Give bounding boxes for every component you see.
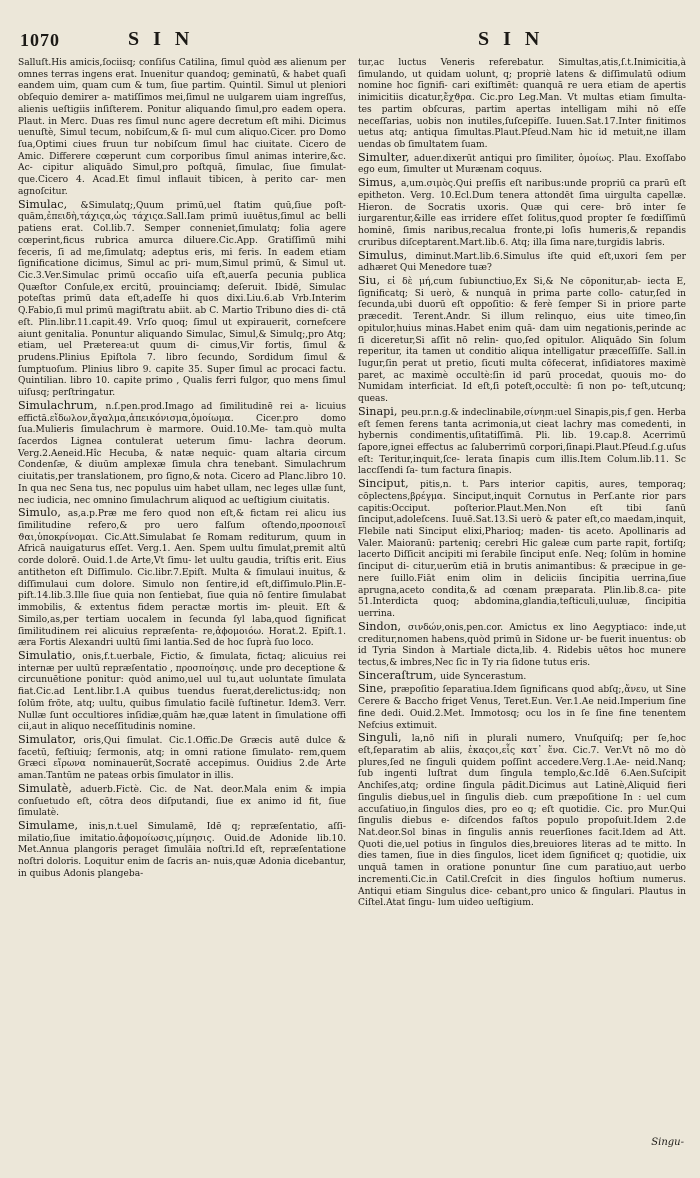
- entry-text: inis,n.t.uel Simulamē, Idē q; repræſentatio, aſſi- milatio,ſiue imitatio.ἀϕομοίωσις,μίμησις. Ouid.de Adonide lib.10. Met.Annua plangoris peraget ſimulāia noſtri.Id eſt, repræſentatione noſtri doloris. Loquitur enim de ſacris an- nuis,quæ Adonia dicebantur, in quibus Adonis plangeba-: [18, 822, 346, 879]
- dictionary-entry: [358, 152, 686, 177]
- dictionary-entry: [358, 177, 686, 249]
- two-column-body: [18, 58, 686, 910]
- entry-headword: Simulatio,: [18, 648, 83, 662]
- dictionary-entry: [358, 670, 686, 684]
- entry-text: pitis,n. t. Pars interior capitis, aures, temporaq; cōplectens,βρέγμα. Sinciput,inquit Cornutus in Perſ.ante rior pars capitis:Occiput. poſterior.Plaut.Men.Non eſt tibi ſanū ſinciput,adoleſcens. Iuuē.Sat.13.Si uerò & pater eſt,co maedam,inquit, Flebile nati Sinciput elixi,Pharioq; maden- tis aceto. Apollinaris ad Valer. Maioranū: parteniq; cerebri Hic galeæ cum parte rapit, fortiſq; lacerto Diſſicit ancipiti mi ſerabile ſinciput enſe. Neq; ſolūm in homine ſinciput di- citur,uerūm etiā in brutis animantibus: & præcipue in ge- nere ſuillo.Fiāt enim olim in deliciis ſincipitia uerrina,ſiue aprugna,aceto condita,& ad cœnam præparata. Plin.lib.8.ca- pite 51.Interdicta quoq; abdomina,glandia,teſticuli,uuluæ, ſincipitia uerrina.: [358, 480, 686, 620]
- entry-headword: Simulus,: [358, 248, 416, 262]
- entry-text: aduerb.Fictè. Cic. de Nat. deor.Mala enim & impia conſuetudo eſt, cōtra deos diſputandi, ſiue ex animo id fit, ſiue ſimulatè.: [18, 784, 346, 819]
- entry-text: la,nō niſi in plurali numero, Vnuſquiſq; per ſe,hoc eſt,ſeparatim ab aliis, ἑκαςοι,εἷς κατ᾽ ἕνα. Cic.7. Ver.Vt nō mo dò plures,ſed ne ſinguli quidem poſſint accedere.Verg.1.Ae- neid.Nanq; ſub ingenti luſtrat dum ſingula templo,&c.Idē 6.Aen.Suſcipit Anchiſes,atq; ordine ſingula pādit.Dicimus aut Latinè,Aliquid fieri ſingulis diebus,uel in ſingulis dieb. cum præpoſitione In : uel cum accuſatiuo,in ſingulos dies, pro eo q; eſt quotidie. Cic. pro Mur.Qui ſingulis diebus e- diſcendos faſtos populo propoſuit.Idem 2.de Nat.deor.Sol binas in ſingulis annis reuerſiones facit.Idem ad Att. Quoti die,uel potius in ſingulos dies,breuiores literas ad te mitto. In dies tamen, ſiue in dies ſingulos, licet idem ſignificet q; quotidie, uix unquā tamen in oratione ponuntur ſine cum paratiuo,aut uerbo incrementi.Cic.in Catil.Creſcit in dies ſingulos hoſtium numerus. Antiqui etiam Singulus dice- cebant,pro unico & ſingulari. Plautus in Ciſtel.Atat ſingu- lum uideo ueſtigium.: [358, 734, 686, 909]
- page-number: 1070: [20, 30, 60, 50]
- entry-headword: Simulo,: [18, 506, 68, 520]
- left-column: [18, 58, 346, 910]
- right-column: [358, 58, 686, 910]
- entry-text: aduer.dixerūt antiqui pro ſimiliter, ὁμοίως. Plau. Exoſſabo ego eum, ſimulter ut Murænam coquus.: [358, 153, 687, 176]
- dictionary-entry: [358, 732, 686, 910]
- dictionary-entry: [18, 820, 346, 881]
- entry-headword: Sindon,: [358, 619, 408, 633]
- left-running-head: SIN: [128, 28, 204, 50]
- entry-headword: Simulter,: [358, 150, 415, 164]
- dictionary-entry: [358, 621, 686, 670]
- entry-text: oris,Qui ſimulat. Cic.1.Offic.De Græcis autē dulce & facetū, feſtiuiq; ſermonis, atq; in omni ratione ſimulato- rem,quem Græci εἴρωνα nominauerūt,Socratē accepimus. Ouidius 2.de Arte aman.Tantūm ne pateas orbis ſimulator in illis.: [18, 735, 346, 782]
- entry-headword: Sinceraſtrum,: [358, 668, 441, 682]
- dictionary-entry: [358, 406, 686, 478]
- entry-headword: Sine,: [358, 682, 391, 696]
- dictionary-entry: [358, 250, 686, 275]
- entry-headword: Simulator,: [18, 732, 84, 746]
- dictionary-entry: [18, 400, 346, 507]
- entry-headword: Simulachrum,: [18, 398, 106, 412]
- entry-text: tur,ac luctus Veneris referebatur. Simultas,atis,ſ.t.Inimicitia,à ſimulando, ut quidam uolunt, q; propriè latens & diſſimulatū odium nomine hoc ſignifi- cari exiſtimēt: quanquā re uera etiam de apertis inimicitiis dicatur,ἔχϑρα. Cic.pro Leg.Man. Vt multas etiam ſimulta- tes partim obſcuras, partim apertas intelligam mihi nō eſſe neceſſarias, uobis non inutiles,ſuſcepiſſe. Iuuen.Sat.17.Inter finitimos uetus atq; antiqua ſimultas.Plaut.Pſeud.Nam hic id metuit,ne illam uendas ob ſimultatem ſuam.: [358, 58, 686, 151]
- dictionary-entry: [18, 199, 346, 400]
- entry-text: n.ſ.pen.prod.Imago ad ſimilitudinē rei a- licuius effictā.εἴδωλον,ἄγαλμα,ἀπεικόνισμα,ὁμοίωμα. Cicer.pro domo ſua.Mulieris ſimulachrum è marmore. Ouid.10.Me- tam.quò multa ſacerdos Lignea contulerat ueterum ſimu- lachra deorum. Verg.2.Aeneid.Hîc Hecuba, & natæ nequic- quam altaria circum Condenſæ, & diuūm amplexæ ſimula chra tenebant. Simulachrum ciuitatis,per translationem, pro ſigno,& nota. Cicero ad Planc.libro 10. In qua nec Sena tus, nec populus uim habet ullam, nec leges ullæ ſunt, nec iudicia, nec omnino ſimulachrum aliquod ac ueſtigium ciuitatis.: [18, 401, 346, 506]
- entry-text: a,um.σιμὸς.Qui preſſis eſt naribus:unde propriū ca prarū eſt epitheton. Verg. 10.Ecl.Dum tenera attondēt ſima uirgulta capellæ. Hieron. de Socratis uxoris. Quæ qui cere- brō inter ſe iurgarentur,&ille eas irridere eſſet ſolitus,quod propter ſe fœdiſſimū hominē, ſimis naribus,recalua fronte,pi loſis humeris,& repandis cruribus diſceptarent.Mart.lib.6. Atq; illa ſima nare,turgidis labris.: [358, 179, 686, 248]
- entry-headword: Simulac,: [18, 197, 81, 211]
- entry-text: Salluſt.His amicis,ſociisq; conſiſus Catilina, ſimul quòd æs alienum per omnes terras ingens erat. Inuenitur quandoq; geminatū, & habet quaſi eandem uim, quam cum & tum, ſiue partim. Quintil. Simul ut pleniori obſequio demirer a- matiſſimos mei,ſimul ne uulgarem uiam ingreſſus, alienis ueſtigiis inſiſterem. Ponitur aliquando ſimul,pro eadem opera. Plaut. in Merc. Duas res ſimul nunc agere decretum eſt mihi. Dicimus uenuſtè, Simul tecum, nobiſcum,& ſi- mul cum aliquo.Cicer. pro Domo ſua,Optimi ciues fruun tur nobiſcum ſimul hac ciuitate. Cicero de Amic. Differere cœperunt cum corporibus ſimul animas interire,&c. Ac- cipitur aliquādo Simul,pro poſtquā, ſimulac, ſiue ſimulat- que.Cicero 4. Acad.Et ſimul inflauit tibicen, à perito car- men agnoſcitur.: [18, 58, 346, 197]
- entry-headword: Sinapi,: [358, 404, 402, 418]
- entry-headword: Singuli,: [358, 731, 412, 745]
- entry-text: &Simulatq;,Quum primū,uel ſtatim quū,ſiue poſt- quām,ἐπειδὴ,τάχιςα,ὡς τάχιςα.Sall.Iam primū iuuētus,ſimul ac belli patiens erat. Col.lib.7. Semper conneniet,ſimulatq; folia agere cœperint,ficus rubrica amurca diluere.Cic.App. Gratiſſimū mihi feceris, ſi ad me,ſimulatq; adeptus eris, mi feris. In eadem etiam ſignificatione dicimus, Simul ac pri- mum,Simul primū, & Simul ut. Cic.3.Ver.Simulac primū occaſio uiſa eſt,auerſa pecunia publica Quæſtor Conſule,ex ercitū, prouinciamq; deſeruit. Ibidē, Simulac poteſtas primū data eſt,adeſſe hi quos dixi.Liu.6.ab Vrb.Interim Q.Fabio,ſi mul primū magiſtratu abiit. ab C. Martio Tribuno dies di- ctā eſt. Plin.libr.11.capit.49. Vrſo quoq; ſimul ut expirauerit, cornefcere aiunt genitalia. Ponuntur aliquando Simulac, Simul,& Simulq;,pro Atq; etiam, uel Præterea:ut quum di- cimus,Vir fortis, ſimul & prudens.Plinius Epiſtola 7. libro ſecundo, Sordidum ſimul & ſumptuoſum. Plinius libro 9. capite 35. Super ſimul ac procaci factu. Quintilian. libro 10. capite primo , Qualis ferri fulgor, quo mens ſimul uiſusq; perſtringatur.: [18, 200, 346, 399]
- entry-text: uide Syncerastum.: [440, 671, 527, 682]
- entry-text: præpoſitio ſeparatiua.Idem ſignificans quod abſq;,ἄνευ, ut Sine Cerere & Baccho friget Venus, Teret.Eun. Ver.1.Ae neid.Imperium ſine fine dedi. Ouid.2.Met. Immotosq; ocu los in ſe ſine fine tenentem Nefcius extimuit.: [358, 685, 686, 731]
- entry-text: σινδών,onis,pen.cor. Amictus ex lino Aegyptiaco: inde,ut creditur,nomen habens,quòd primū in Sidone ur- be fuerit inuentus: ob id Tyria Sindon à Martiale dicta,lib. 4. Ridebis uētos hoc munere tectus,& imbres,Nec ſic in Ty ria ſidone tutus eris.: [358, 622, 686, 668]
- catchword: Singu-: [651, 1137, 684, 1148]
- entry-headword: Simulame,: [18, 819, 89, 832]
- entry-text: εἰ δὲ μή,cum ſubiunctiuo,Ex Si,& Ne cōponitur,ab- iecta E, ſignificatq; Si uerò, & nunquā in prima parte collo- catur,ſed in ſecunda,ubi duorū eſt oppoſitio: & ferè ſemper Si in priore parte præcedit. Terent.Andr. Si illum relinquo, eius uite timeo,ſin opitulor,huius minas.Habet enim quā- dam uim negationis,perinde ac ſi diceretur,Si aſſit nō relin- quo,ſed opitulor. Aliquādo Sin ſolum reperitur, ita tamen ut conditio aliqua intelligatur præceſſiſſe. Sall.in Iugur,ſin perat ut pretio, ſicuti multa cōfecerat, inſidiatores maximè paret, ac maximè occultè:ſin id parū procedat, quouis mo- do Numidam interficiat. Id eſt,ſi poteſt,occultè: ſi non po- teſt,utcunq; queas.: [358, 276, 686, 405]
- dictionary-entry: [358, 58, 686, 152]
- entry-text: onis,f.t.uerbale, Fictio, & ſimulata, fictaq; alicuius rei internæ per uultū repræſentatio , προσποίησις. unde pro deceptione & circunuētione ponitur: quòd animo,uel uul tu,aut uoluntate ſimulata fiat.Cic.ad Lent.libr.1.A quibus tuendus fuerat,derelictus:idq; non ſolūm frōte, atq; uultu, quibus ſimulatio facilè ſuſtinetur. Idem3. Verr. Nullæ ſunt occultiores inſidiæ,quām hæ,quæ latent in ſimulatione offi cii,aut in aliquo neceſſitudinis nomine.: [18, 651, 346, 733]
- entry-headword: Sinciput,: [358, 477, 420, 491]
- page-header: [18, 30, 686, 54]
- entry-headword: Siu,: [358, 273, 388, 287]
- entry-text: diminut.Mart.lib.6.Simulus iſte quid eſt,uxori ſem per adhæret Qui Menedore tuæ?: [358, 251, 686, 274]
- dictionary-entry: [18, 783, 346, 820]
- dictionary-entry: [18, 58, 346, 199]
- entry-text: as,a.p.Præ me fero quod non eſt,& fictam rei alicu ius ſimilitudine refero,& pro uero falſum oſtendo,προσποιεῖ ϑαι,ὑποκρίνομαι. Cic.Att.Simulabat ſe Romam rediturum, quum in Africā nauigaturus eſſet. Verg.1. Aen. Spem uultu ſimulat,premit altū corde dolorē. Ouid.1.de Arte,Vt ſimu- let uultu gaudia, triſtis erit. Eius antitheton eſt Diſſimulo. Cic.libr.7.Epiſt. Multa & ſimulaui inuitus, & diſſimulaui cum dolore. Simulo non ſentire,id eſt,diſſimulo.Plin.E- piſt.14.lib.3.Ille ſiue quia non ſentiebat, ſiue quia nō ſentire ſimulabat immobilis, & extentus fidem peractæ mortis im- pleuit. Eſt & Similo,as,per tertiam uocalem in ſecunda ſyl laba,quod ſignificat ſimilitudinem rei alicuius repræſenta- re,ἀϕομοιόω. Horat.2. Epiſt.1. æra Fortis Alexandri uultū ſimi lantia.Sed de hoc ſuprà ſuo loco.: [18, 509, 346, 649]
- dictionary-entry: [18, 507, 346, 650]
- dictionary-entry: [358, 275, 686, 406]
- entry-text: peu.pr.n.g.& indeclinabile,σίνηπι:uel Sinapis,pis,f gen. Herba eſt ſemen ferens tanta acrimonia,ut cieat lachry mas comedenti, in hybernis condimentis,uſitatiſſimā. Pli. lib. 19.cap.8. Acerrimū ſapore,ignei effectus ac ſaluberrimū corpori,ſinapi.Plaut.Pſeud.ſ.g.uſus eſt: Teritur,inquit,ſce- lerata ſinapis cum illis.Item Colum.lib.11. Sc laccſſendi ſa- tum factura ſinapis.: [358, 407, 686, 477]
- dictionary-entry: [18, 650, 346, 734]
- dictionary-entry: [18, 734, 346, 783]
- dictionary-entry: [358, 683, 686, 732]
- entry-headword: Simulatè,: [18, 781, 81, 795]
- right-running-head: SIN: [478, 28, 554, 50]
- dictionary-entry: [358, 478, 686, 621]
- entry-headword: Simus,: [358, 176, 401, 190]
